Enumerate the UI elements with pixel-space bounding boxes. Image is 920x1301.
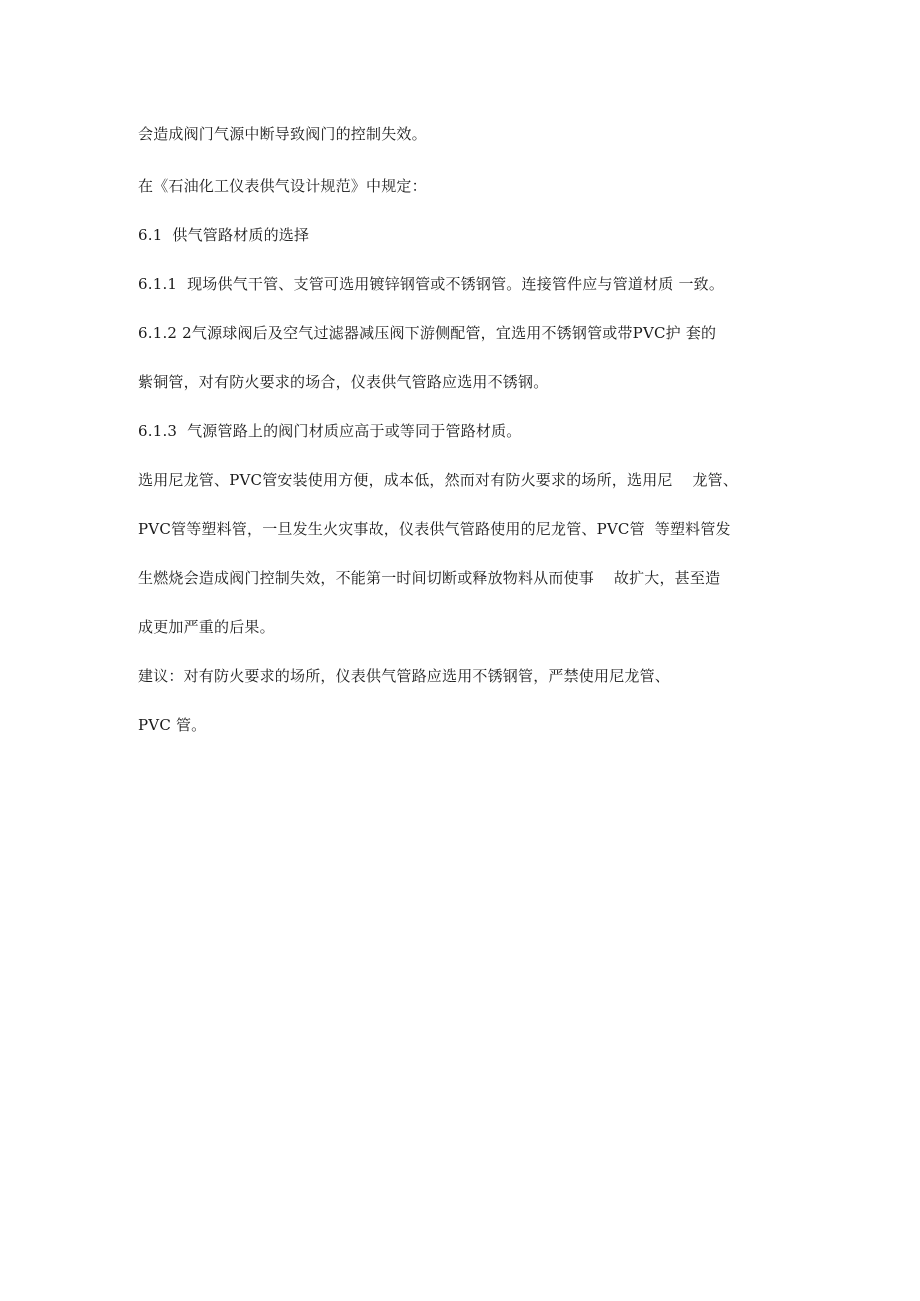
paragraph-line: 生燃烧会造成阀门控制失效，不能第一时间切断或释放物料从而使事 故扩大，甚至造 (138, 569, 721, 587)
paragraph-line: 在《石油化工仪表供气设计规范》中规定： (138, 177, 427, 195)
clause-line: 紫铜管，对有防火要求的场合，仪表供气管路应选用不锈钢。 (138, 373, 549, 391)
paragraph-line: 会造成阀门气源中断导致阀门的控制失效。 (138, 125, 427, 143)
clause-line: 6.1.1 现场供气干管、支管可选用镀锌钢管或不锈钢管。连接管件应与管道材质 一致。 (138, 275, 725, 293)
paragraph-line: PVC管等塑料管，一旦发生火灾事故，仪表供气管路使用的尼龙管、PVC管 等塑料管发 (138, 520, 731, 538)
section-heading: 6.1 供气管路材质的选择 (138, 226, 310, 244)
clause-line: 6.1.2 2气源球阀后及空气过滤器减压阀下游侧配管，宜选用不锈钢管或带PVC护 套的 (138, 324, 717, 342)
paragraph-line: 成更加严重的后果。 (138, 618, 275, 636)
recommendation-line: PVC 管。 (138, 716, 207, 734)
paragraph-line: 选用尼龙管、PVC管安装使用方便，成本低，然而对有防火要求的场所，选用尼 龙管、 (138, 471, 739, 489)
clause-line: 6.1.3 气源管路上的阀门材质应高于或等同于管路材质。 (138, 422, 522, 440)
recommendation-line: 建议：对有防火要求的场所，仪表供气管路应选用不锈钢管，严禁使用尼龙管、 (138, 667, 671, 685)
